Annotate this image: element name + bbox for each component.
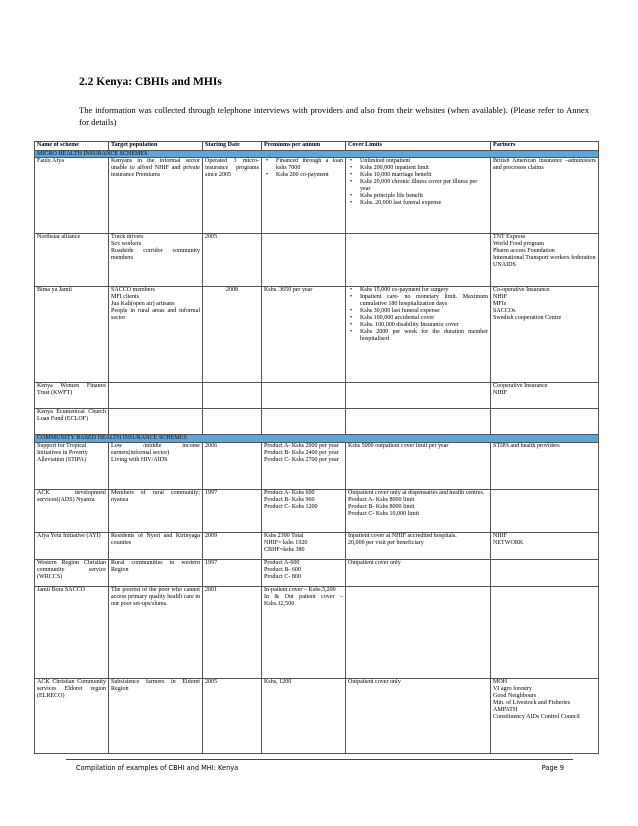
- text-line: Product A- Kshs 8000 limit: [348, 496, 415, 503]
- partners: [491, 678, 599, 753]
- target-population: [109, 287, 203, 383]
- partners: STIPA and health providers: [491, 442, 599, 489]
- text-line: SACCO members: [111, 287, 155, 294]
- partners: [491, 409, 599, 435]
- text-line: Kshs 2300 Total: [264, 532, 304, 539]
- text-line: Product B- Kshs 2400 per year: [264, 449, 339, 456]
- target-population: Kenyans in the informal sector unable to afford NHIF and private insurance Premiums: [109, 158, 203, 234]
- partners: [491, 383, 599, 409]
- table-row: [35, 409, 599, 435]
- list-item: • Kshs principle life benefit: [360, 193, 488, 200]
- section-heading: 2.2 Kenya: CBHIs and MHIs: [79, 76, 222, 88]
- page-number: Page 9: [541, 764, 564, 772]
- premiums: Kshs. 3650 per year: [262, 287, 346, 383]
- target-population: Members of rural community; nyanza: [109, 489, 203, 532]
- text-line: Low /middle income earners(informal sector): [111, 442, 200, 456]
- scheme-name: Support for Tropical Initiatives in Poverty Alleviation (STIPA): [35, 442, 109, 489]
- text-line: NETWORK: [493, 539, 524, 546]
- text-line: Product C- Kshs 1200: [264, 503, 318, 510]
- text-line: Product B- Kshs 960: [264, 496, 315, 503]
- header-premiums: Premiums per annum: [262, 142, 346, 151]
- text-line: Sex workers: [111, 241, 142, 248]
- cover-limits: Outpatient cover only: [346, 678, 491, 753]
- target-population: Rural communities in western Region: [109, 559, 203, 586]
- text-line: Product B- 600: [264, 566, 301, 573]
- starting-date: 2005: [203, 678, 262, 753]
- table-header-row: [35, 142, 599, 151]
- premiums: Kshs, 1200: [262, 678, 346, 753]
- text-line: Pharm access Foundation: [493, 248, 555, 255]
- cover-limits: [346, 489, 491, 532]
- cover-limits: Kshs 5000 outpatient cover limit per year: [346, 442, 491, 489]
- text-line: Min. of Livestock and Fisheries: [493, 699, 571, 706]
- list-item: • Kshs 200,000 inpatient limit: [360, 165, 488, 172]
- list-item: • Kshs 2000 per week for the duration member hospitalised: [360, 329, 488, 343]
- partners: [491, 586, 599, 678]
- premiums: [262, 586, 346, 678]
- header-partners: Partners: [491, 142, 599, 151]
- table-row: [35, 532, 599, 559]
- list-item: • Inpatient care- no monetary limit. Maximum cumulative 180 hospitalization days: [360, 294, 488, 308]
- starting-date: 1997: [203, 559, 262, 586]
- starting-date: 1997: [203, 489, 262, 532]
- starting-date: 2009: [203, 532, 262, 559]
- table-row: [35, 678, 599, 753]
- text-line: In & Out patient cover – Kshs.12,500: [264, 593, 343, 607]
- partners: [491, 287, 599, 383]
- text-line: Truck drivers: [111, 234, 144, 241]
- list-item: • Kshs 15,000 co-payment for surgery: [360, 287, 488, 294]
- text-line: MFIs: [493, 301, 507, 308]
- table-row: [35, 383, 599, 409]
- header-starting-date: Starting Date: [203, 142, 262, 151]
- premiums: [262, 532, 346, 559]
- target-population: [109, 442, 203, 489]
- text-line: Product C- Kshs 2700 per year: [264, 456, 339, 463]
- text-line: Product A-600: [264, 559, 300, 566]
- text-line: Product A- Kshs 600: [264, 489, 315, 496]
- text-line: CBHF=kshs 380: [264, 546, 305, 553]
- scheme-name: ACK Christian Community services Eldoret region (ELRECO): [35, 678, 109, 753]
- list-item: • Kshs 200 co-payment: [276, 172, 343, 179]
- partners: [491, 489, 599, 532]
- table-row: [35, 158, 599, 234]
- text-line: Product A- Kshs 2000 per year: [264, 442, 339, 449]
- text-line: Co-operative Insurance: [493, 287, 550, 294]
- premiums: [262, 489, 346, 532]
- text-line: NHIF= kshs 1920: [264, 539, 308, 546]
- list-item: • Unlimited outpatient: [360, 158, 488, 165]
- text-line: Inpatient cover at NHIF accredited hospitals.: [348, 532, 457, 539]
- scheme-name: Kenya Ecumenical Church Loan Fund (ECLOF): [35, 409, 109, 435]
- partners: [491, 532, 599, 559]
- list-item: • Financed through a loan kshs 7000: [276, 158, 343, 172]
- target-population: Subsistence farmers in Eldoret Region: [109, 678, 203, 753]
- scheme-name: Northstar alliance: [35, 234, 109, 287]
- table-row: [35, 442, 599, 489]
- cover-limits: [346, 287, 491, 383]
- text-line: TNT Express: [493, 234, 526, 241]
- text-line: UNAIDS: [493, 262, 516, 269]
- scheme-name: Kenya Women Finance Trust (KWFT): [35, 383, 109, 409]
- list-item: • Kshs. 20,000 last funeral expense: [360, 200, 488, 207]
- partners: [491, 559, 599, 586]
- text-line: AMPATH: [493, 706, 518, 713]
- list-item: • Kshs 20,000 chronic illness cover per illness per year: [360, 179, 488, 193]
- list-item: • Kshs 30,000 last funeral expense: [360, 308, 488, 315]
- starting-date: [203, 383, 262, 409]
- table-row: [35, 559, 599, 586]
- section-row-micro: [35, 151, 599, 158]
- starting-date: 2005: [203, 234, 262, 287]
- section-label-micro: MICRO HEALTH INSURANCE SCHEMES: [35, 151, 599, 158]
- text-line: VI agro forestry: [493, 685, 532, 692]
- section-label-community: COMMUNITY BASED HEALTH INSURANCE SCHEMES: [35, 435, 599, 442]
- starting-date: 2001: [203, 586, 262, 678]
- text-line: Constituency AIDs Control Council: [493, 713, 580, 720]
- target-population: Residents of Nyeri and Kirinyaga counties: [109, 532, 203, 559]
- section-row-community: [35, 435, 599, 442]
- scheme-name: ACK development services((ADS) Nyanza: [35, 489, 109, 532]
- scheme-name: Afya Yetu Initiative (AYI): [35, 532, 109, 559]
- table-row: [35, 234, 599, 287]
- premiums: [262, 383, 346, 409]
- premiums: [262, 442, 346, 489]
- intro-paragraph: The information was collected through telephone interviews with providers and also from their websites (when available). (Please refer to Annex for details): [79, 105, 589, 128]
- text-line: Product B- Kshs 8000 limit: [348, 503, 415, 510]
- header-target-population: Target population: [109, 142, 203, 151]
- target-population: [109, 383, 203, 409]
- page-footer: [66, 759, 573, 772]
- cover-limits: [346, 532, 491, 559]
- text-line: MOH: [493, 678, 508, 685]
- target-population: [109, 234, 203, 287]
- text-line: Product C- Kshs 10,000 limit: [348, 510, 420, 517]
- text-line: Cooperative Insurance: [493, 383, 548, 390]
- schemes-table: [34, 141, 599, 754]
- starting-date: 2006: [203, 442, 262, 489]
- starting-date: Operated 3 micro-insurance programs since 2005: [203, 158, 262, 234]
- scheme-name: Western Region Christian community service (WRCCS): [35, 559, 109, 586]
- cover-limits: Outpatient cover only: [346, 559, 491, 586]
- target-population: The poorest of the poor who cannot access primary quality health care in our poor set-ups/slums.: [109, 586, 203, 678]
- text-line: NHIF: [493, 390, 508, 397]
- text-line: Outpatient cover only at dispensaries and health centres.: [348, 489, 485, 496]
- premiums: [262, 409, 346, 435]
- text-line: 20,000 per visit per beneficiary: [348, 539, 424, 546]
- premiums: [262, 158, 346, 234]
- cover-limits: [346, 234, 491, 287]
- cover-limits: [346, 586, 491, 678]
- text-line: Jua Kali(open air) artisans: [111, 301, 175, 308]
- text-line: World Food program: [493, 241, 544, 248]
- partners: British American insurance –administers and processes claims: [491, 158, 599, 234]
- header-cover-limits: Cover Limits: [346, 142, 491, 151]
- scheme-name: Bima ya Jamii: [35, 287, 109, 383]
- premiums: [262, 559, 346, 586]
- premiums: [262, 234, 346, 287]
- text-line: Swedish cooperation Centre: [493, 315, 562, 322]
- text-line: Good Neighbours: [493, 692, 537, 699]
- table-row: [35, 287, 599, 383]
- text-line: SACCOs: [493, 308, 516, 315]
- table-row: [35, 586, 599, 678]
- text-line: International Transport workers federation: [493, 255, 596, 262]
- starting-date: [203, 409, 262, 435]
- list-item: • Kshs 100,000 accidental cover: [360, 315, 488, 322]
- text-line: NHIF: [493, 294, 508, 301]
- text-line: NHIF: [493, 532, 508, 539]
- cover-limits: [346, 158, 491, 234]
- text-line: Living with HIV/AIDS: [111, 456, 168, 463]
- list-item: • Kshs. 100,000 disability Insurance cover: [360, 322, 488, 329]
- header-name-of-scheme: Name of scheme: [35, 142, 109, 151]
- text-line: Roadside corridor community members: [111, 248, 200, 262]
- scheme-name: Faulu Afya: [35, 158, 109, 234]
- partners: [491, 234, 599, 287]
- footer-title: Compilation of examples of CBHI and MHI: Kenya: [76, 764, 239, 772]
- starting-date: 2008: [203, 287, 262, 383]
- cover-limits: [346, 409, 491, 435]
- text-line: MFI clients: [111, 294, 140, 301]
- cover-limits: [346, 383, 491, 409]
- list-item: • Kshs 10,000 marriage benefit: [360, 172, 488, 179]
- scheme-name: Jamii Bora SACCO: [35, 586, 109, 678]
- text-line: People in rural areas and informal sector: [111, 308, 200, 322]
- target-population: [109, 409, 203, 435]
- text-line: In-patient cover – Kshs.5,200: [264, 586, 336, 593]
- table-row: [35, 489, 599, 532]
- text-line: Product C- 800: [264, 573, 301, 580]
